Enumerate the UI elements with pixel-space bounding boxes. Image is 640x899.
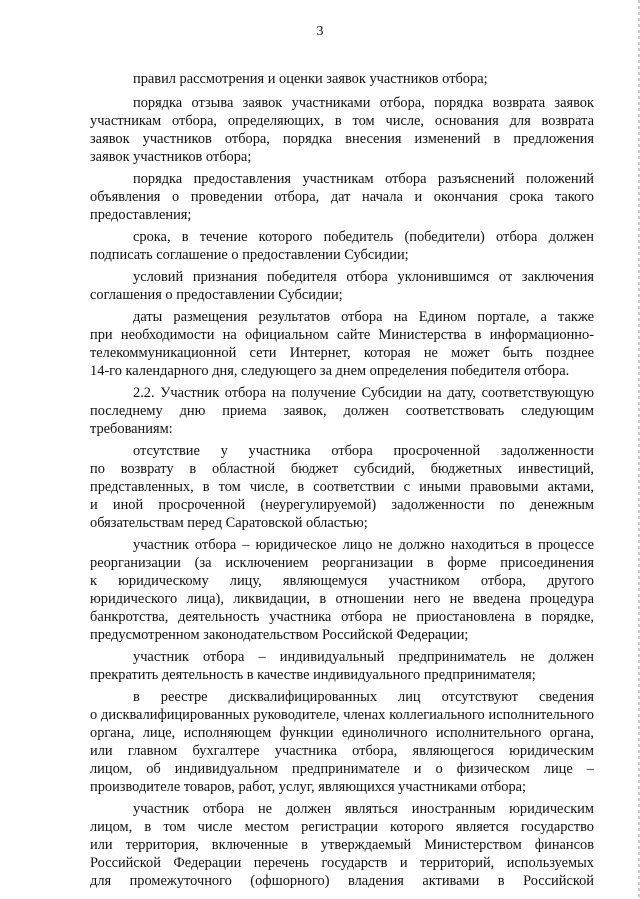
text-line: отсутствие у участника отбора просроченной задолженности — [133, 443, 594, 459]
text-line: условий признания победителя отбора уклонившимся от заключения — [133, 269, 594, 285]
text-line: и иной просроченной (неурегулируемой) задолженности по денежным — [90, 497, 594, 513]
text-line: лицом, об индивидуальном предпринимателе и о физическом лице – — [90, 761, 594, 777]
text-line: для промежуточного (офшорного) владения активами в Российской — [90, 873, 594, 889]
text-line: 2.2. Участник отбора на получение Субсидии на дату, соответствующую — [133, 385, 594, 401]
page-number: 3 — [316, 24, 324, 39]
text-line: правил рассмотрения и оценки заявок участников отбора; — [133, 71, 488, 87]
text-line: предусмотренном законодательством Российской Федерации; — [90, 627, 469, 643]
text-line: представленных, в том числе, в соответствии с иными правовыми актами, — [90, 479, 594, 495]
text-line: производителе товаров, работ, услуг, являющихся участниками отбора; — [90, 779, 527, 795]
text-line: лицом, в том числе местом регистрации которого является государство — [90, 819, 594, 835]
text-line: заявок участников отбора; — [90, 149, 252, 165]
text-line: Российской Федерации перечень государств и территорий, используемых — [90, 855, 594, 871]
text-line: или главном бухгалтере участника отбора, являющегося юридическим — [90, 743, 594, 759]
text-line: юридического лица), ликвидации, в отношении него не введена процедура — [90, 591, 594, 607]
text-line: обязательствам перед Саратовской областью; — [90, 515, 368, 531]
text-line: органа, лице, исполняющем функции единоличного исполнительного органа, — [90, 725, 594, 741]
text-line: объявления о проведении отбора, дат начала и окончания срока такого — [90, 189, 594, 205]
text-line: соглашения о предоставлении Субсидии; — [90, 287, 343, 303]
text-line: последнему дню приема заявок, должен соответствовать следующим — [90, 403, 594, 419]
text-line: требованиям: — [90, 421, 173, 437]
text-line: прекратить деятельность в качестве индивидуального предпринимателя; — [90, 667, 536, 683]
text-line: участник отбора – индивидуальный предприниматель не должен — [133, 649, 594, 665]
text-line: банкротства, деятельность участника отбора не приостановлена в порядке, — [90, 609, 594, 625]
text-line: порядка предоставления участникам отбора разъяснений положений — [133, 171, 594, 187]
text-line: о дисквалифицированных руководителе, членах коллегиального исполнительного — [90, 707, 594, 723]
text-line: телекоммуникационной сети Интернет, которая не может быть позднее — [90, 345, 594, 361]
text-line: участник отбора – юридическое лицо не должно находиться в процессе — [133, 537, 594, 553]
text-line: к юридическому лицу, являющемуся участником отбора, другого — [90, 573, 594, 589]
text-line: срока, в течение которого победитель (победители) отбора должен — [133, 229, 594, 245]
text-line: при необходимости на официальном сайте Министерства в информационно- — [90, 327, 594, 343]
text-line: реорганизации (за исключением реорганизации в форме присоединения — [90, 555, 594, 571]
text-line: по возврату в областной бюджет субсидий, бюджетных инвестиций, — [90, 461, 594, 477]
text-line: или территория, включенные в утверждаемый Министерством финансов — [90, 837, 594, 853]
text-line: 14-го календарного дня, следующего за днем определения победителя отбора. — [90, 363, 570, 379]
text-line: в реестре дисквалифицированных лиц отсутствуют сведения — [133, 689, 594, 705]
text-line: участник отбора не должен являться иностранным юридическим — [133, 801, 594, 817]
text-line: порядка отзыва заявок участниками отбора, порядка возврата заявок — [133, 95, 594, 111]
text-line: заявок участников отбора, порядка внесения изменений в предложения — [90, 131, 594, 147]
text-line: подписать соглашение о предоставлении Субсидии; — [90, 247, 409, 263]
text-line: участникам отбора, определяющих, в том числе, основания для возврата — [90, 113, 594, 129]
text-line: даты размещения результатов отбора на Едином портале, а также — [133, 309, 594, 325]
text-line: предоставления; — [90, 207, 192, 223]
